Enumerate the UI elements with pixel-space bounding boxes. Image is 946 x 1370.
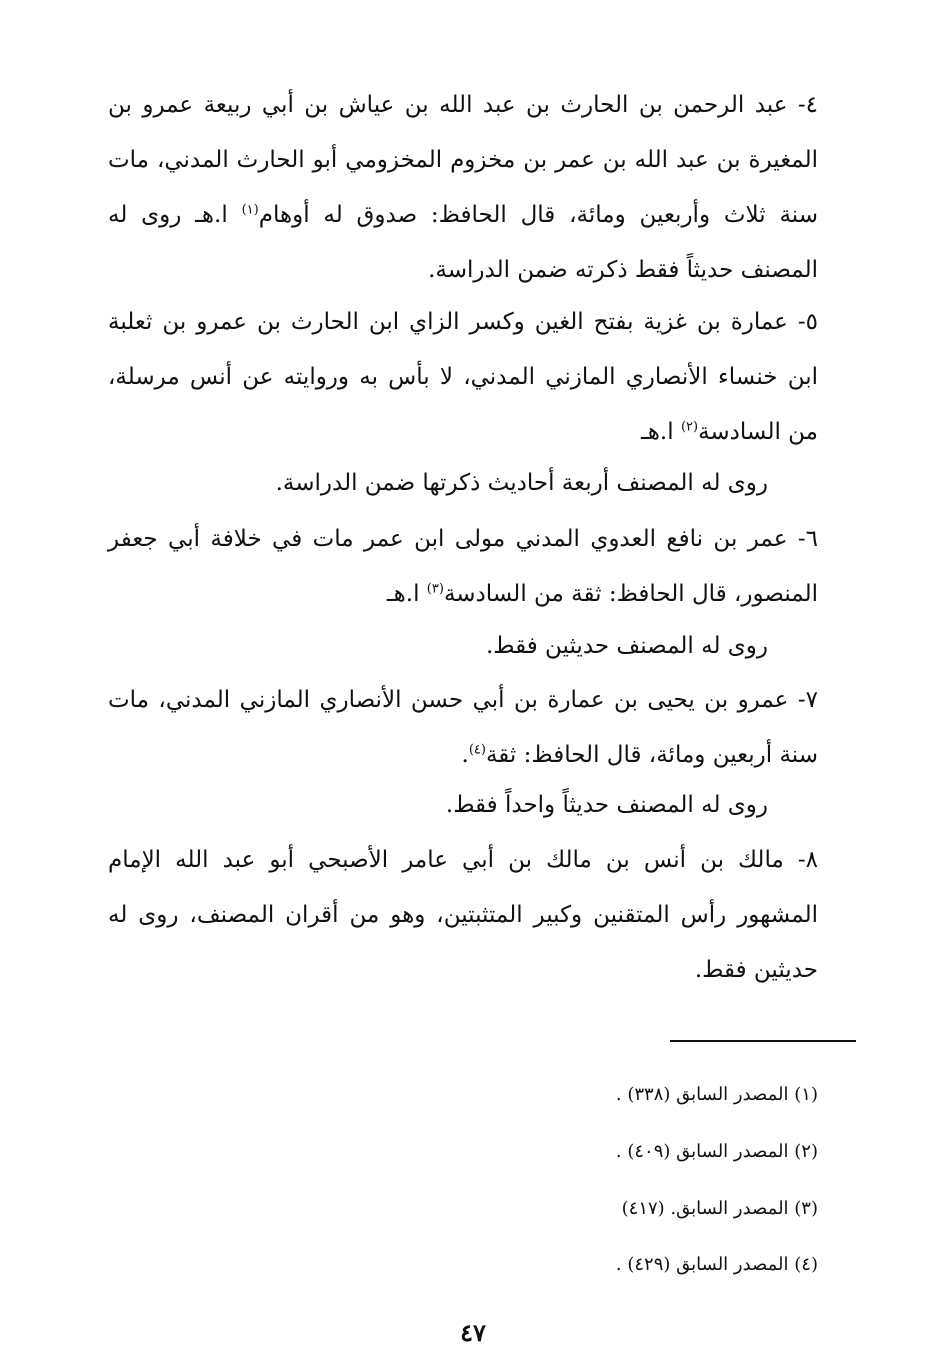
entry-number: ٥-	[797, 309, 819, 335]
entry-number: ٦-	[797, 526, 819, 552]
page-number: ٤٧	[460, 1318, 486, 1347]
entry-text: عمرو بن يحيى بن عمارة بن أبي حسن الأنصاري المازني المدني، مات سنة أربعين ومائة، قال الحافظ: ثقة	[108, 687, 818, 768]
narrator-entry-4	[108, 78, 818, 298]
entry-6-note: روى له المصنف حديثين فقط.	[485, 633, 768, 659]
entry-number: ٧-	[797, 687, 818, 713]
entry-5-note: روى له المصنف أربعة أحاديث ذكرتها ضمن الدراسة.	[275, 470, 768, 496]
entry-text-after: ا.هـ روى له المصنف حديثاً فقط ذكرته ضمن الدراسة.	[108, 202, 818, 283]
footnote-2: (٢) المصدر السابق (٤٠٩) .	[615, 1141, 818, 1162]
entry-text: عمارة بن غزية بفتح الغين وكسر الزاي ابن الحارث بن عمرو بن ثعلبة ابن خنساء الأنصاري المازني المدني، لا بأس به وروايته عن أنس مرسلة، من السادسة	[108, 309, 818, 445]
footnote-3: (٣) المصدر السابق. (٤١٧)	[621, 1198, 818, 1219]
entry-text-after: ا.هـ	[641, 419, 681, 445]
narrator-entry-7	[108, 673, 818, 783]
footnote-separator	[670, 1040, 856, 1042]
entry-text: عمر بن نافع العدوي المدني مولى ابن عمر مات في خلافة أبي جعفر المنصور، قال الحافظ: ثقة من السادسة	[108, 526, 818, 607]
entry-text-after: .	[461, 742, 469, 768]
footnote-4: (٤) المصدر السابق (٤٢٩) .	[615, 1254, 818, 1275]
footnote-ref[interactable]: (٢)	[680, 419, 699, 435]
footnote-ref[interactable]: (٤)	[468, 742, 486, 758]
narrator-entry-6	[108, 512, 818, 622]
narrator-entry-8	[108, 833, 818, 998]
entry-text: عبد الرحمن بن الحارث بن عبد الله بن عياش بن أبي ربيعة عمرو بن المغيرة بن عبد الله بن عمر بن مخزوم المخزومي أبو الحارث المدني، مات سنة ثلاث وأربعين ومائة، قال الحافظ: صدوق له أوهام	[108, 92, 818, 228]
footnote-ref[interactable]: (١)	[241, 202, 259, 218]
footnote-1: (١) المصدر السابق (٣٣٨) .	[615, 1084, 818, 1105]
footnote-ref[interactable]: (٣)	[426, 581, 444, 597]
entry-number: ٤-	[797, 92, 819, 118]
entry-text: مالك بن أنس بن مالك بن أبي عامر الأصبحي أبو عبد الله الإمام المشهور رأس المتقنين وكبير المتثبتين، وهو من أقران المصنف، روى له حديثين فقط.	[108, 847, 818, 983]
entry-text-after: ا.هـ	[386, 581, 427, 607]
narrator-entry-5	[108, 295, 818, 460]
entry-number: ٨-	[797, 847, 819, 873]
entry-7-note: روى له المصنف حديثاً واحداً فقط.	[445, 792, 768, 818]
